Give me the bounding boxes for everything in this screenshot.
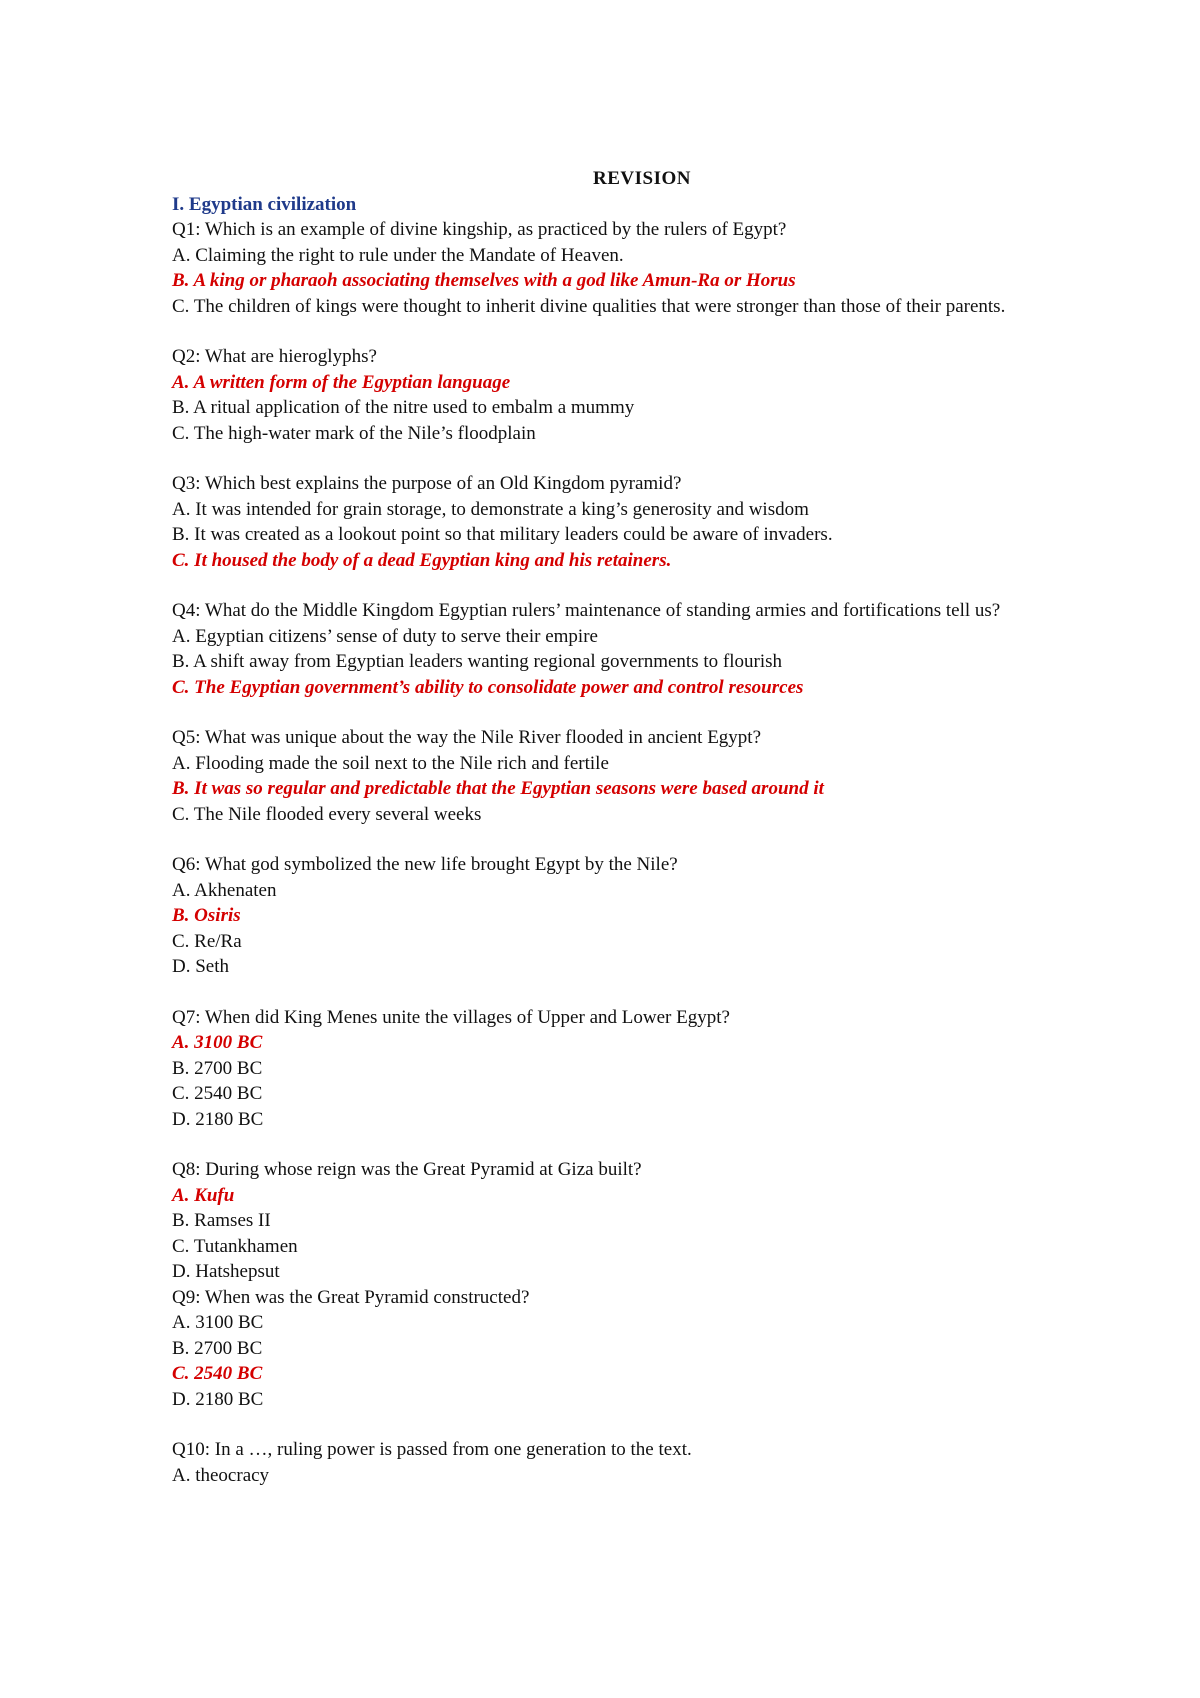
- option-c: C. 2540 BC: [172, 1083, 263, 1104]
- document-page: [172, 166, 1112, 1488]
- correct-answer-b: B. A king or pharaoh associating themselves with a god like Amun-Ra or Horus: [172, 270, 796, 291]
- question-prompt: Q3: Which best explains the purpose of an Old Kingdom pyramid?: [172, 473, 682, 494]
- question-prompt: Q9: When was the Great Pyramid constructed?: [172, 1286, 530, 1308]
- question-prompt: Q5: What was unique about the way the Nile River flooded in ancient Egypt?: [172, 727, 762, 748]
- option-b: B. Ramses II: [172, 1210, 271, 1231]
- correct-answer-a: A. Kufu: [172, 1184, 235, 1206]
- question-block-q3: [172, 471, 1112, 573]
- question-prompt: Q2: What are hieroglyphs?: [172, 346, 377, 367]
- option-a: A. Egyptian citizens’ sense of duty to serve their empire: [172, 625, 598, 647]
- option-a: A. 3100 BC: [172, 1312, 264, 1333]
- option-d: D. 2180 BC: [172, 1108, 264, 1130]
- option-d: D. Hatshepsut: [172, 1261, 280, 1282]
- option-b: B. A shift away from Egyptian leaders wanting regional governments to flourish: [172, 651, 782, 672]
- option-c: C. The high-water mark of the Nile’s floodplain: [172, 422, 536, 444]
- option-a: A. Flooding made the soil next to the Nile rich and fertile: [172, 752, 609, 774]
- option-c: C. The Nile flooded every several weeks: [172, 803, 482, 825]
- question-block-q2: [172, 344, 1112, 446]
- question-block-q4: [172, 598, 1112, 700]
- correct-answer-b: B. Osiris: [172, 905, 241, 926]
- option-a: A. Claiming the right to rule under the Mandate of Heaven.: [172, 244, 624, 266]
- question-block-q5: [172, 725, 1112, 827]
- correct-answer-b: B. It was so regular and predictable that the Egyptian seasons were based around it: [172, 778, 824, 799]
- option-b: B. 2700 BC: [172, 1057, 263, 1079]
- question-prompt: Q6: What god symbolized the new life brought Egypt by the Nile?: [172, 854, 678, 875]
- correct-answer-a: A. A written form of the Egyptian language: [172, 371, 511, 393]
- option-b: B. 2700 BC: [172, 1337, 263, 1359]
- option-d: D. 2180 BC: [172, 1388, 264, 1410]
- question-block-q8: [172, 1157, 1112, 1285]
- document-title: REVISION: [593, 168, 691, 189]
- option-a: A. It was intended for grain storage, to demonstrate a king’s generosity and wisdom: [172, 498, 809, 520]
- question-prompt: Q4: What do the Middle Kingdom Egyptian rulers’ maintenance of standing armies and fortifications tell us?: [172, 600, 1001, 621]
- question-block-q10: [172, 1437, 1112, 1488]
- section-heading: I. Egyptian civilization: [172, 193, 357, 215]
- option-a: A. Akhenaten: [172, 879, 277, 901]
- correct-answer-c: C. 2540 BC: [172, 1363, 263, 1384]
- option-b: B. It was created as a lookout point so that military leaders could be aware of invaders.: [172, 524, 833, 545]
- option-d: D. Seth: [172, 956, 229, 977]
- option-b: B. A ritual application of the nitre used to embalm a mummy: [172, 397, 635, 418]
- correct-answer-c: C. The Egyptian government’s ability to consolidate power and control resources: [172, 676, 804, 698]
- question-prompt: Q8: During whose reign was the Great Pyramid at Giza built?: [172, 1159, 642, 1180]
- question-block-q6: [172, 852, 1112, 980]
- option-c: C. Tutankhamen: [172, 1235, 298, 1257]
- question-block-q7: [172, 1005, 1112, 1133]
- correct-answer-a: A. 3100 BC: [172, 1032, 263, 1053]
- option-a: A. theocracy: [172, 1464, 270, 1486]
- question-prompt: Q1: Which is an example of divine kingship, as practiced by the rulers of Egypt?: [172, 219, 787, 240]
- option-c: C. Re/Ra: [172, 930, 242, 952]
- correct-answer-c: C. It housed the body of a dead Egyptian king and his retainers.: [172, 549, 672, 571]
- question-prompt: Q7: When did King Menes unite the villages of Upper and Lower Egypt?: [172, 1006, 730, 1028]
- question-block-q1: [172, 217, 1112, 319]
- option-c: C. The children of kings were thought to inherit divine qualities that were stronger than those of their parents.: [172, 295, 1006, 317]
- question-block-q9: [172, 1285, 1112, 1413]
- question-prompt: Q10: In a …, ruling power is passed from one generation to the text.: [172, 1439, 692, 1460]
